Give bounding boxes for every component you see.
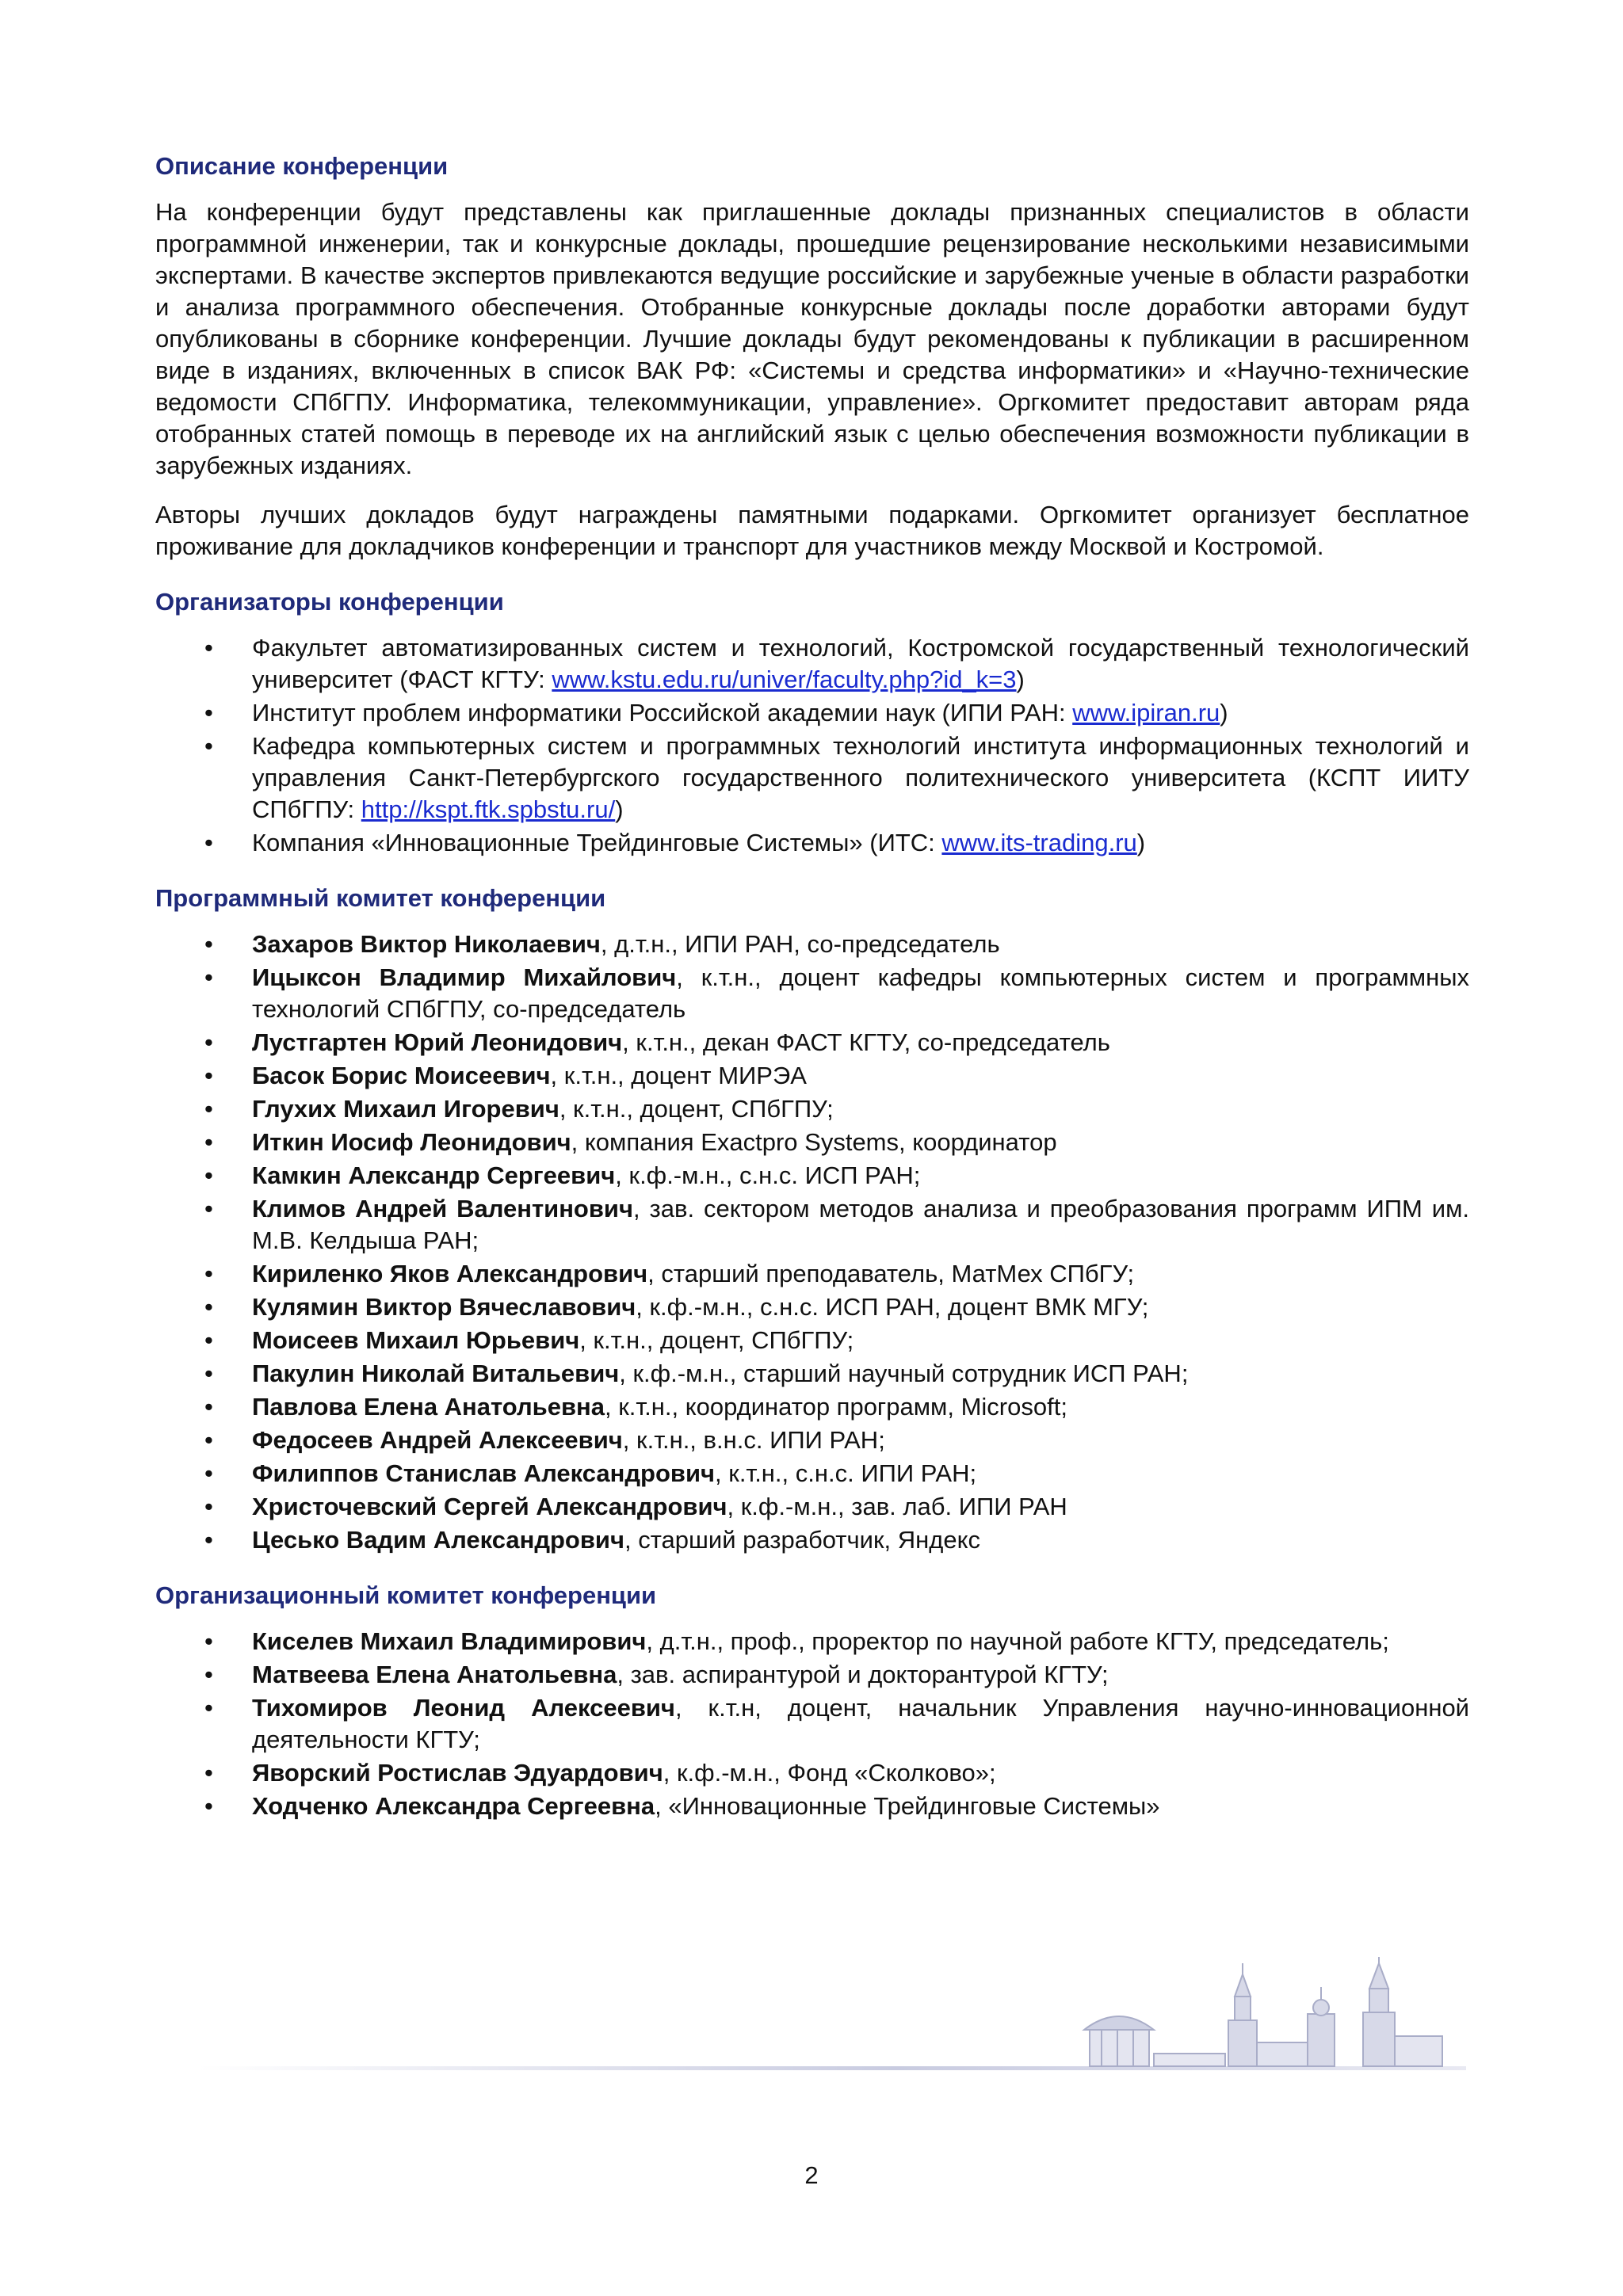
member-info: , к.т.н., с.н.с. ИПИ РАН; (715, 1459, 977, 1487)
bullet-icon: • (204, 1062, 213, 1089)
bullet-icon: • (204, 1326, 213, 1354)
committee-member (155, 1358, 1469, 1390)
committee-member (155, 1626, 1469, 1657)
organizing-committee-heading: Организационный комитет конференции (155, 1581, 657, 1609)
member-info: , к.ф.-м.н., с.н.с. ИСП РАН, доцент ВМК МГУ; (636, 1293, 1149, 1321)
committee-member (155, 1524, 1469, 1556)
bullet-icon: • (204, 1627, 213, 1655)
committee-member (155, 1291, 1469, 1323)
organizers-section (155, 586, 1469, 859)
organizer-text: Компания «Инновационные Трейдинговые Системы» (ИТС: (252, 829, 942, 856)
member-info: , д.т.н., проф., проректор по научной работе КГТУ, председатель; (646, 1627, 1389, 1655)
member-name: Ходченко Александра Сергеевна (252, 1792, 655, 1820)
member-info: , к.ф.-м.н., зав. лаб. ИПИ РАН (727, 1493, 1067, 1520)
organizing-committee-section (155, 1580, 1469, 1822)
member-info: , к.т.н., доцент МИРЭА (550, 1062, 807, 1089)
bullet-icon: • (204, 1526, 213, 1554)
member-info: , к.ф.-м.н., старший научный сотрудник ИСП РАН; (619, 1360, 1189, 1387)
committee-member (155, 1093, 1469, 1125)
committee-member (155, 1060, 1469, 1092)
bullet-icon: • (204, 1493, 213, 1520)
committee-member (155, 1325, 1469, 1356)
skyline-decoration (198, 1957, 1466, 2084)
bullet-icon: • (204, 1426, 213, 1454)
member-info: , компания Exactpro Systems, координатор (571, 1128, 1057, 1156)
organizer-link[interactable]: www.ipiran.ru (1072, 699, 1220, 727)
member-name: Матвеева Елена Анатольевна (252, 1661, 617, 1688)
member-name: Кириленко Яков Александрович (252, 1260, 648, 1287)
member-info: , к.т.н, доцент, начальник Управления научно-инновационной деятельности КГТУ; (252, 1694, 1469, 1753)
skyline-buildings (1084, 1957, 1442, 2066)
member-info: , к.т.н., координатор программ, Microsoft; (604, 1393, 1067, 1421)
description-heading: Описание конференции (155, 152, 449, 180)
committee-member (155, 1458, 1469, 1489)
bullet-icon: • (204, 930, 213, 958)
organizer-link[interactable]: www.its-trading.ru (941, 829, 1137, 856)
member-info: , к.т.н., в.н.с. ИПИ РАН; (622, 1426, 885, 1454)
committee-member (155, 1757, 1469, 1789)
member-info: , к.ф.-м.н., с.н.с. ИСП РАН; (615, 1161, 921, 1189)
bullet-icon: • (204, 1360, 213, 1387)
organizer-item (155, 827, 1469, 859)
bullet-icon: • (204, 1393, 213, 1421)
organizers-heading: Организаторы конференции (155, 588, 504, 616)
bullet-icon: • (204, 1195, 213, 1222)
bullet-icon: • (204, 963, 213, 991)
member-name: Пакулин Николай Витальевич (252, 1360, 620, 1387)
committee-member (155, 1027, 1469, 1058)
committee-member (155, 1491, 1469, 1523)
description-section (155, 151, 1469, 563)
member-info: , старший разработчик, Яндекс (624, 1526, 980, 1554)
organizer-item (155, 632, 1469, 696)
organizer-suffix: ) (1220, 699, 1228, 727)
member-name: Басок Борис Моисеевич (252, 1062, 551, 1089)
bullet-icon: • (204, 1792, 213, 1820)
member-name: Христочевский Сергей Александрович (252, 1493, 727, 1520)
member-info: , к.ф.-м.н., Фонд «Сколково»; (663, 1759, 996, 1787)
member-name: Ицыксон Владимир Михайлович (252, 963, 677, 991)
member-name: Моисеев Михаил Юрьевич (252, 1326, 580, 1354)
description-paragraph-2: Авторы лучших докладов будут награждены памятными подарками. Оргкомитет организует бесплатное проживание для докладчиков конференции и транспорт для участников между Москвой и Костромой. (155, 501, 1469, 560)
committee-member (155, 1425, 1469, 1456)
bullet-icon: • (204, 1661, 213, 1688)
organizer-text: Кафедра компьютерных систем и программных технологий института информационных технологий и управления Санкт-Петербургского государственного политехнического университета (КСПТ ИИТУ СПбГПУ: (252, 732, 1469, 823)
member-name: Иткин Иосиф Леонидович (252, 1128, 571, 1156)
bullet-icon: • (204, 1293, 213, 1321)
committee-member (155, 1193, 1469, 1257)
member-name: Филиппов Станислав Александрович (252, 1459, 716, 1487)
member-name: Цесько Вадим Александрович (252, 1526, 624, 1554)
member-name: Тихомиров Леонид Алексеевич (252, 1694, 675, 1722)
page-number: 2 (804, 2161, 819, 2189)
member-info: , старший преподаватель, МатМех СПбГУ; (647, 1260, 1135, 1287)
bullet-icon: • (204, 1161, 213, 1189)
committee-member (155, 1258, 1469, 1290)
committee-member (155, 1160, 1469, 1192)
member-info: , д.т.н., ИПИ РАН, со-председатель (600, 930, 1000, 958)
bullet-icon: • (204, 1759, 213, 1787)
organizer-suffix: ) (1136, 829, 1146, 856)
committee-member (155, 1391, 1469, 1423)
bullet-icon: • (204, 1028, 213, 1056)
organizer-suffix: ) (615, 795, 624, 823)
program-committee-section (155, 883, 1469, 1556)
committee-member (155, 1692, 1469, 1756)
member-info: , «Инновационные Трейдинговые Системы» (655, 1792, 1160, 1820)
bullet-icon: • (204, 732, 213, 760)
bullet-icon: • (204, 1459, 213, 1487)
bullet-icon: • (204, 1694, 213, 1722)
bullet-icon: • (204, 1095, 213, 1123)
description-paragraph-1: На конференции будут представлены как приглашенные доклады признанных специалистов в области программной инженерии, так и конкурсные доклады, прошедшие рецензирование несколькими независимыми экспертами. В качестве экспертов привлекаются ведущие российские и зарубежные ученые в области разработки и анализа программного обеспечения. Отобранные конкурсные доклады после доработки авторами будут опубликованы в сборнике конференции. Лучшие доклады будут рекомендованы к публикации в расширенном виде в изданиях, включенных в список ВАК РФ: «Системы и средства информатики» и «Научно-технические ведомости СПбГПУ. Информатика, телекоммуникации, управление». Оргкомитет предоставит авторам ряда отобранных статей помощь в переводе их на английский язык с целью обеспечения возможности публикации в зарубежных изданиях. (155, 198, 1469, 479)
bullet-icon: • (204, 829, 213, 856)
member-name: Яворский Ростислав Эдуардович (252, 1759, 663, 1787)
member-info: , к.т.н., декан ФАСТ КГТУ, со-председатель (622, 1028, 1110, 1056)
bullet-icon: • (204, 1128, 213, 1156)
member-name: Глухих Михаил Игоревич (252, 1095, 559, 1123)
member-name: Павлова Елена Анатольевна (252, 1393, 605, 1421)
organizer-text: Факультет автоматизированных систем и технологий, Костромской государственный технологический университет (ФАСТ КГТУ: (252, 634, 1469, 693)
member-name: Кулямин Виктор Вячеславович (252, 1293, 636, 1321)
member-name: Захаров Виктор Николаевич (252, 930, 601, 958)
document-page (155, 151, 1469, 1846)
member-name: Камкин Александр Сергеевич (252, 1161, 616, 1189)
committee-member (155, 962, 1469, 1025)
organizer-link[interactable]: http://kspt.ftk.spbstu.ru/ (361, 795, 616, 823)
member-info: , зав. аспирантурой и докторантурой КГТУ; (617, 1661, 1109, 1688)
member-info: , к.т.н., доцент кафедры компьютерных систем и программных технологий СПбГПУ, со-председатель (252, 963, 1470, 1023)
committee-member (155, 1127, 1469, 1158)
bullet-icon: • (204, 699, 213, 727)
organizer-item (155, 730, 1469, 826)
member-name: Киселев Михаил Владимирович (252, 1627, 647, 1655)
committee-member (155, 929, 1469, 960)
member-info: , к.т.н., доцент, СПбГПУ; (559, 1095, 834, 1123)
program-committee-heading: Программный комитет конференции (155, 884, 606, 912)
organizers-list (155, 632, 1469, 859)
member-name: Климов Андрей Валентинович (252, 1195, 633, 1222)
program-committee-list (155, 929, 1469, 1556)
organizer-text: Институт проблем информатики Российской академии наук (ИПИ РАН: (252, 699, 1073, 727)
committee-member (155, 1791, 1469, 1822)
member-name: Федосеев Андрей Алексеевич (252, 1426, 623, 1454)
committee-member (155, 1659, 1469, 1691)
organizer-item (155, 697, 1469, 729)
bullet-icon: • (204, 1260, 213, 1287)
organizing-committee-list (155, 1626, 1469, 1822)
member-info: , зав. сектором методов анализа и преобразования программ ИПМ им. М.В. Келдыша РАН; (252, 1195, 1470, 1254)
organizer-link[interactable]: www.kstu.edu.ru/univer/faculty.php?id_k=3 (552, 666, 1017, 693)
member-info: , к.т.н., доцент, СПбГПУ; (579, 1326, 854, 1354)
member-name: Лустгартен Юрий Леонидович (252, 1028, 623, 1056)
bullet-icon: • (204, 634, 213, 662)
organizer-suffix: ) (1016, 666, 1025, 693)
